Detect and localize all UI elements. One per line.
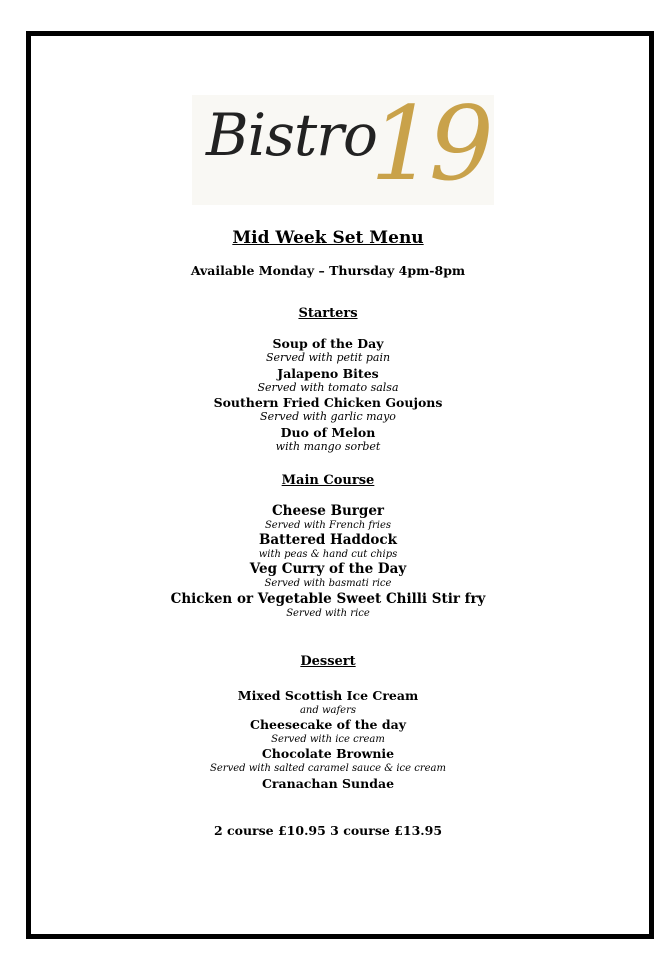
menu-title: Mid Week Set Menu [232, 228, 424, 248]
menu-item-name: Soup of the Day [272, 336, 384, 351]
menu-item-name: Jalapeno Bites [277, 366, 379, 381]
menu-item-name: Mixed Scottish Ice Cream [237, 688, 419, 703]
menu-item-desc: Served with petit pain [265, 351, 391, 364]
menu-item-desc: Served with salted caramel sauce & ice cream [210, 763, 446, 774]
menu-item-desc: Served with basmati rice [264, 578, 392, 589]
menu-item-name: Chicken or Vegetable Sweet Chilli Stir fry [170, 591, 486, 607]
menu-item-desc: and wafers [299, 705, 357, 716]
menu-item-desc: Served with French fries [264, 520, 392, 531]
menu-item-desc: Served with ice cream [271, 734, 385, 745]
menu-item-name: Battered Haddock [258, 532, 398, 548]
menu-item-desc: Served with garlic mayo [260, 410, 396, 423]
main-course-heading: Main Course [281, 473, 375, 488]
menu-item-desc: Served with tomato salsa [257, 381, 399, 394]
menu-item-name: Cranachan Sundae [261, 776, 395, 791]
menu-item-name: Veg Curry of the Day [249, 561, 407, 577]
bistro19-logo [192, 85, 494, 205]
menu-item-name: Chocolate Brownie [261, 746, 395, 761]
menu-item-name: Cheese Burger [271, 503, 385, 519]
menu-item-desc: with peas & hand cut chips [258, 549, 398, 560]
menu-item-name: Duo of Melon [280, 425, 376, 440]
logo-word: Bistro [206, 101, 377, 169]
logo-number: 19 [370, 85, 488, 204]
price-line: 2 course £10.95 3 course £13.95 [213, 823, 443, 838]
availability-text: Available Monday – Thursday 4pm-8pm [190, 263, 466, 278]
menu-item-name: Cheesecake of the day [250, 717, 406, 732]
starters-heading: Starters [298, 306, 358, 321]
menu-item-desc: with mango sorbet [275, 440, 381, 453]
menu-item-name: Southern Fried Chicken Goujons [213, 395, 443, 410]
menu-item-desc: Served with rice [286, 608, 370, 619]
dessert-heading: Dessert [300, 654, 356, 669]
